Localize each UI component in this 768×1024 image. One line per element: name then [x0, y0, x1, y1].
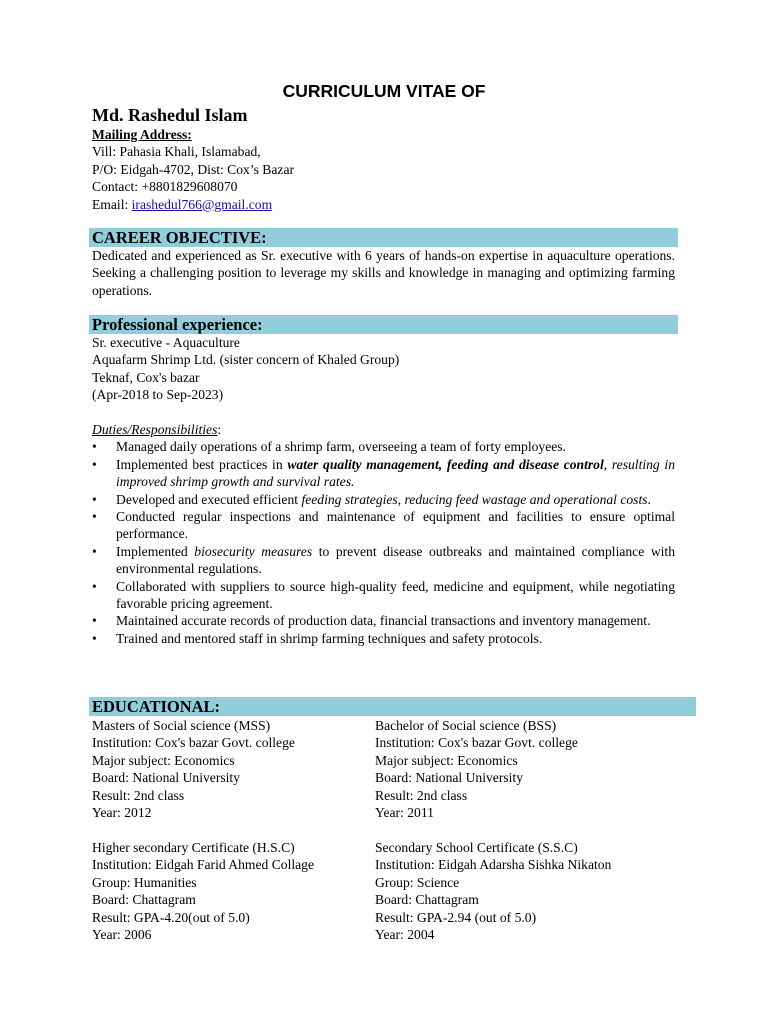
list-item: • Implemented best practices in water quality management, feeding and disease control, resulting in improved shrimp growth and survival rates. [92, 456, 675, 491]
address-line-2: P/O: Eidgah-4702, Dist: Cox’s Bazar [92, 161, 295, 177]
list-item: • Developed and executed efficient feeding strategies, reducing feed wastage and operational costs. [92, 491, 675, 508]
education-hsc [92, 839, 382, 943]
email-line [92, 196, 492, 213]
mailing-address-block [92, 126, 492, 213]
edu-degree: Masters of Social science (MSS) [92, 718, 271, 733]
list-item: • Managed daily operations of a shrimp farm, overseeing a team of forty employees. [92, 438, 675, 455]
edu-subject: Major subject: Economics [375, 752, 518, 768]
edu-institution: Institution: Cox's bazar Govt. college [92, 735, 295, 751]
edu-year: Year: 2012 [92, 805, 152, 821]
list-item: • Collaborated with suppliers to source high-quality feed, medicine and equipment, while negotiating favorable pricing agreement. [92, 578, 675, 613]
email-label: Email: [92, 196, 132, 212]
edu-institution: Institution: Eidgah Adarsha Sishka Nikaton [375, 857, 612, 873]
edu-year: Year: 2004 [375, 927, 435, 943]
edu-result: Result: 2nd class [92, 787, 185, 803]
mailing-address-label: Mailing Address: [92, 127, 192, 142]
edu-board: Board: Chattagram [375, 892, 479, 908]
list-item: • Maintained accurate records of production data, financial transactions and inventory management. [92, 612, 675, 629]
job-company: Aquafarm Shrimp Ltd. (sister concern of Khaled Group) [92, 352, 400, 368]
career-objective-heading: CAREER OBJECTIVE: [89, 228, 678, 247]
education-bss [375, 717, 665, 821]
list-item: • Implemented biosecurity measures to prevent disease outbreaks and maintained compliance with environmental regulations. [92, 543, 675, 578]
edu-institution: Institution: Cox's bazar Govt. college [375, 735, 578, 751]
edu-subject: Major subject: Economics [92, 752, 235, 768]
address-line-1: Vill: Pahasia Khali, Islamabad, [92, 144, 261, 160]
job-position: Sr. executive - Aquaculture [92, 335, 240, 350]
edu-subject: Group: Humanities [92, 874, 197, 890]
edu-degree: Secondary School Certificate (S.S.C) [375, 840, 578, 855]
edu-result: Result: 2nd class [375, 787, 468, 803]
job-period: (Apr-2018 to Sep-2023) [92, 387, 224, 403]
edu-degree: Bachelor of Social science (BSS) [375, 718, 557, 733]
edu-subject: Group: Science [375, 874, 460, 890]
contact-number: Contact: +8801829608070 [92, 179, 238, 195]
job-location: Teknaf, Cox's bazar [92, 369, 200, 385]
career-objective-text: Dedicated and experienced as Sr. executive with 6 years of hands-on expertise in aquaculture operations. Seeking a challenging position to leverage my skills and knowledge in managing and optimizing farming operations. [92, 248, 675, 298]
edu-result: Result: GPA-4.20(out of 5.0) [92, 909, 250, 925]
duties-heading: Duties/Responsibilities: [92, 422, 222, 438]
list-item: • Conducted regular inspections and maintenance of equipment and facilities to ensure optimal performance. [92, 508, 675, 543]
edu-result: Result: GPA-2.94 (out of 5.0) [375, 909, 537, 925]
professional-experience-heading: Professional experience: [89, 315, 678, 334]
education-ssc [375, 839, 665, 943]
candidate-name: Md. Rashedul Islam [92, 105, 248, 125]
edu-board: Board: National University [92, 770, 240, 786]
edu-board: Board: National University [375, 770, 523, 786]
edu-degree: Higher secondary Certificate (H.S.C) [92, 840, 295, 855]
document-title: CURRICULUM VITAE OF [282, 81, 486, 101]
experience-section [92, 334, 675, 647]
edu-institution: Institution: Eidgah Farid Ahmed Collage [92, 857, 315, 873]
education-mss [92, 717, 382, 821]
educational-heading: EDUCATIONAL: [89, 697, 696, 716]
edu-year: Year: 2006 [92, 927, 152, 943]
edu-year: Year: 2011 [375, 805, 434, 821]
duties-list [92, 438, 675, 647]
email-link[interactable]: irashedul766@gmail.com [131, 196, 273, 212]
edu-board: Board: Chattagram [92, 892, 196, 908]
list-item: • Trained and mentored staff in shrimp farming techniques and safety protocols. [92, 630, 675, 647]
